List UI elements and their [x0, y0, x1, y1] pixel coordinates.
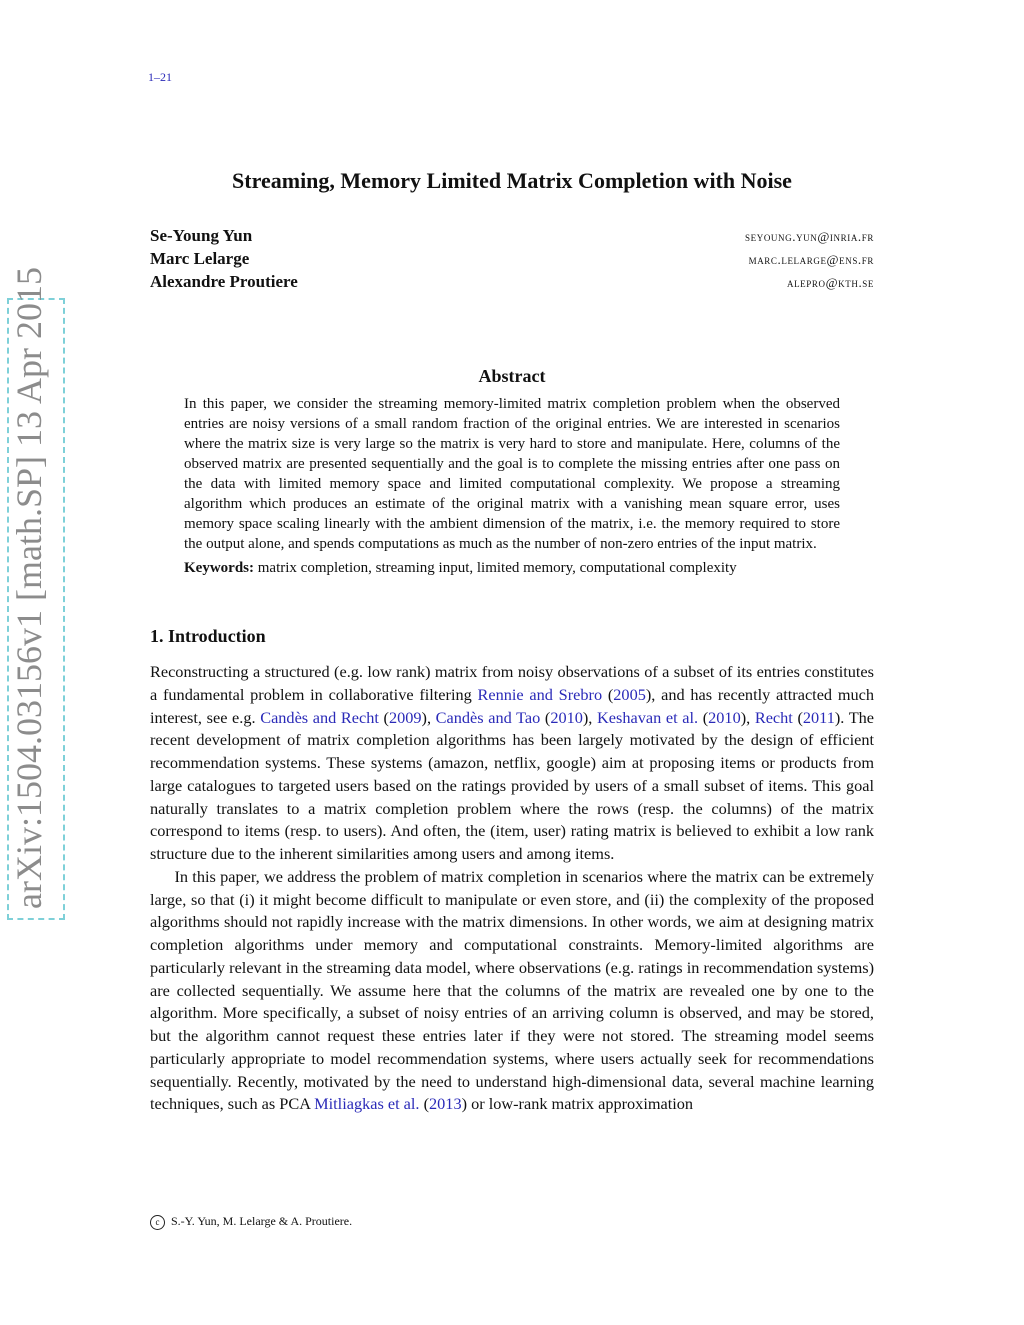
abstract-text: In this paper, we consider the streaming memory-limited matrix completion problem when the observed entries are noisy versions of a small random fraction of the original entries. We are interested in scenarios where the matrix size is very large so the matrix is very hard to store and manipulate. Here, columns of the observed matrix are presented sequentially and the goal is to complete the missing entries after one pass on the data with limited memory space and limited computational complexity. We propose a streaming algorithm which produces an estimate of the original matrix with a vanishing mean square error, uses memory space scaling linearly with the ambient dimension of the matrix, i.e. the memory required to store the output alone, and spends computations as much as the number of non-zero entries of the input matrix.	[184, 396, 840, 552]
copyright-footer	[150, 1214, 352, 1230]
section-heading-introduction: 1. Introduction	[150, 626, 266, 646]
citation-year-link[interactable]: 2011	[802, 707, 835, 727]
author-row	[150, 272, 874, 295]
text-run: (	[792, 707, 803, 727]
arxiv-stamp: arXiv:1504.03156v1 [math.SP] 13 Apr 2015	[9, 267, 49, 909]
author-email: alepro@kth.se	[786, 275, 874, 290]
author-row	[150, 249, 874, 272]
copyright-text: S.-Y. Yun, M. Lelarge & A. Proutiere.	[171, 1214, 353, 1228]
citation-link[interactable]: Candès and Tao	[435, 707, 541, 727]
citation-link[interactable]: Keshavan et al.	[597, 707, 699, 727]
text-run: ). The recent development of matrix completion algorithms has been largely motivated by the design of efficient recommendation systems. These systems (amazon, netflix, google) aim at proposing items or products from large catalogues to targeted users based on the ratings provided by users of a small subset of items. This goal naturally translates to a matrix completion problem where the rows (resp. the columns) of the matrix correspond to items (resp. to users). And often, the (item, user) rating matrix is believed to exhibit a low rank structure due to the inherent similarities among users and among items.	[150, 707, 875, 863]
text-run: ),	[421, 707, 436, 727]
citation-link[interactable]: Candès and Recht	[260, 707, 379, 727]
text-run: ),	[582, 707, 598, 727]
citation-year-link[interactable]: 2013	[429, 1094, 462, 1114]
keywords-label: Keywords:	[184, 560, 254, 576]
keywords	[184, 558, 840, 578]
text-run: (	[698, 707, 709, 727]
citation-link[interactable]: Recht	[754, 707, 793, 727]
author-email: seyoung.yun@inria.fr	[745, 229, 874, 244]
text-run: (	[419, 1094, 430, 1114]
text-run: In this paper, we address the problem of matrix completion in scenarios where the matrix can be extremely large, so that (i) it might become difficult to manipulate or even store, and (ii) the complexity of the proposed algorithms should not rapidly increase with the matrix dimensions. In other words, we aim at designing matrix completion algorithms under memory and computational constraints. Memory-limited algorithms are particularly relevant in the streaming data model, where observations (e.g. ratings in recommendation systems) are collected sequentially. We assume here that the columns of the matrix are revealed one by one to the algorithm. More specifically, a subset of noisy entries of an arriving column is observed, and may be stored, but the algorithm cannot request these entries later if they were not stored. The streaming model seems particularly appropriate to model recommendation systems, where users actually seek for recommendations sequentially. Recently, motivated by the need to understand high-dimensional data, several machine learning techniques, such as PCA	[150, 866, 874, 1114]
paragraph	[150, 866, 874, 1116]
author-email: marc.lelarge@ens.fr	[748, 252, 874, 267]
text-run: (	[540, 707, 551, 727]
page-range: 1–21	[148, 70, 172, 84]
keywords-text: matrix completion, streaming input, limited memory, computational complexity	[257, 560, 737, 576]
author-name: Marc Lelarge	[150, 249, 250, 268]
abstract-heading: Abstract	[478, 366, 546, 386]
citation-year-link[interactable]: 2009	[388, 707, 422, 727]
author-name: Se-Young Yun	[150, 226, 253, 245]
text-run: (	[378, 707, 389, 727]
citation-year-link[interactable]: 2010	[708, 707, 741, 727]
citation-year-link[interactable]: 2005	[613, 684, 646, 704]
author-name: Alexandre Proutiere	[150, 272, 298, 291]
text-run: ),	[740, 707, 755, 727]
author-row	[150, 226, 874, 249]
text-run: Reconstructing a structured (e.g. low rank) matrix from noisy observations of a subset of its entries constitutes a fundamental problem in collaborative filtering	[150, 662, 874, 704]
abstract	[184, 394, 840, 578]
citation-year-link[interactable]: 2010	[550, 707, 583, 727]
copyright-icon: c	[150, 1215, 165, 1230]
paper-title: Streaming, Memory Limited Matrix Completion with Noise	[232, 168, 792, 193]
paragraph	[150, 661, 874, 866]
author-list	[150, 226, 874, 295]
citation-link[interactable]: Rennie and Srebro	[477, 684, 603, 704]
citation-link[interactable]: Mitliagkas et al.	[314, 1094, 420, 1114]
introduction-body	[150, 661, 874, 1116]
text-run: (	[602, 684, 614, 704]
text-run: ) or low-rank matrix approximation	[461, 1094, 694, 1114]
text-run: ), and has recently attracted much interest, see e.g.	[150, 684, 874, 727]
